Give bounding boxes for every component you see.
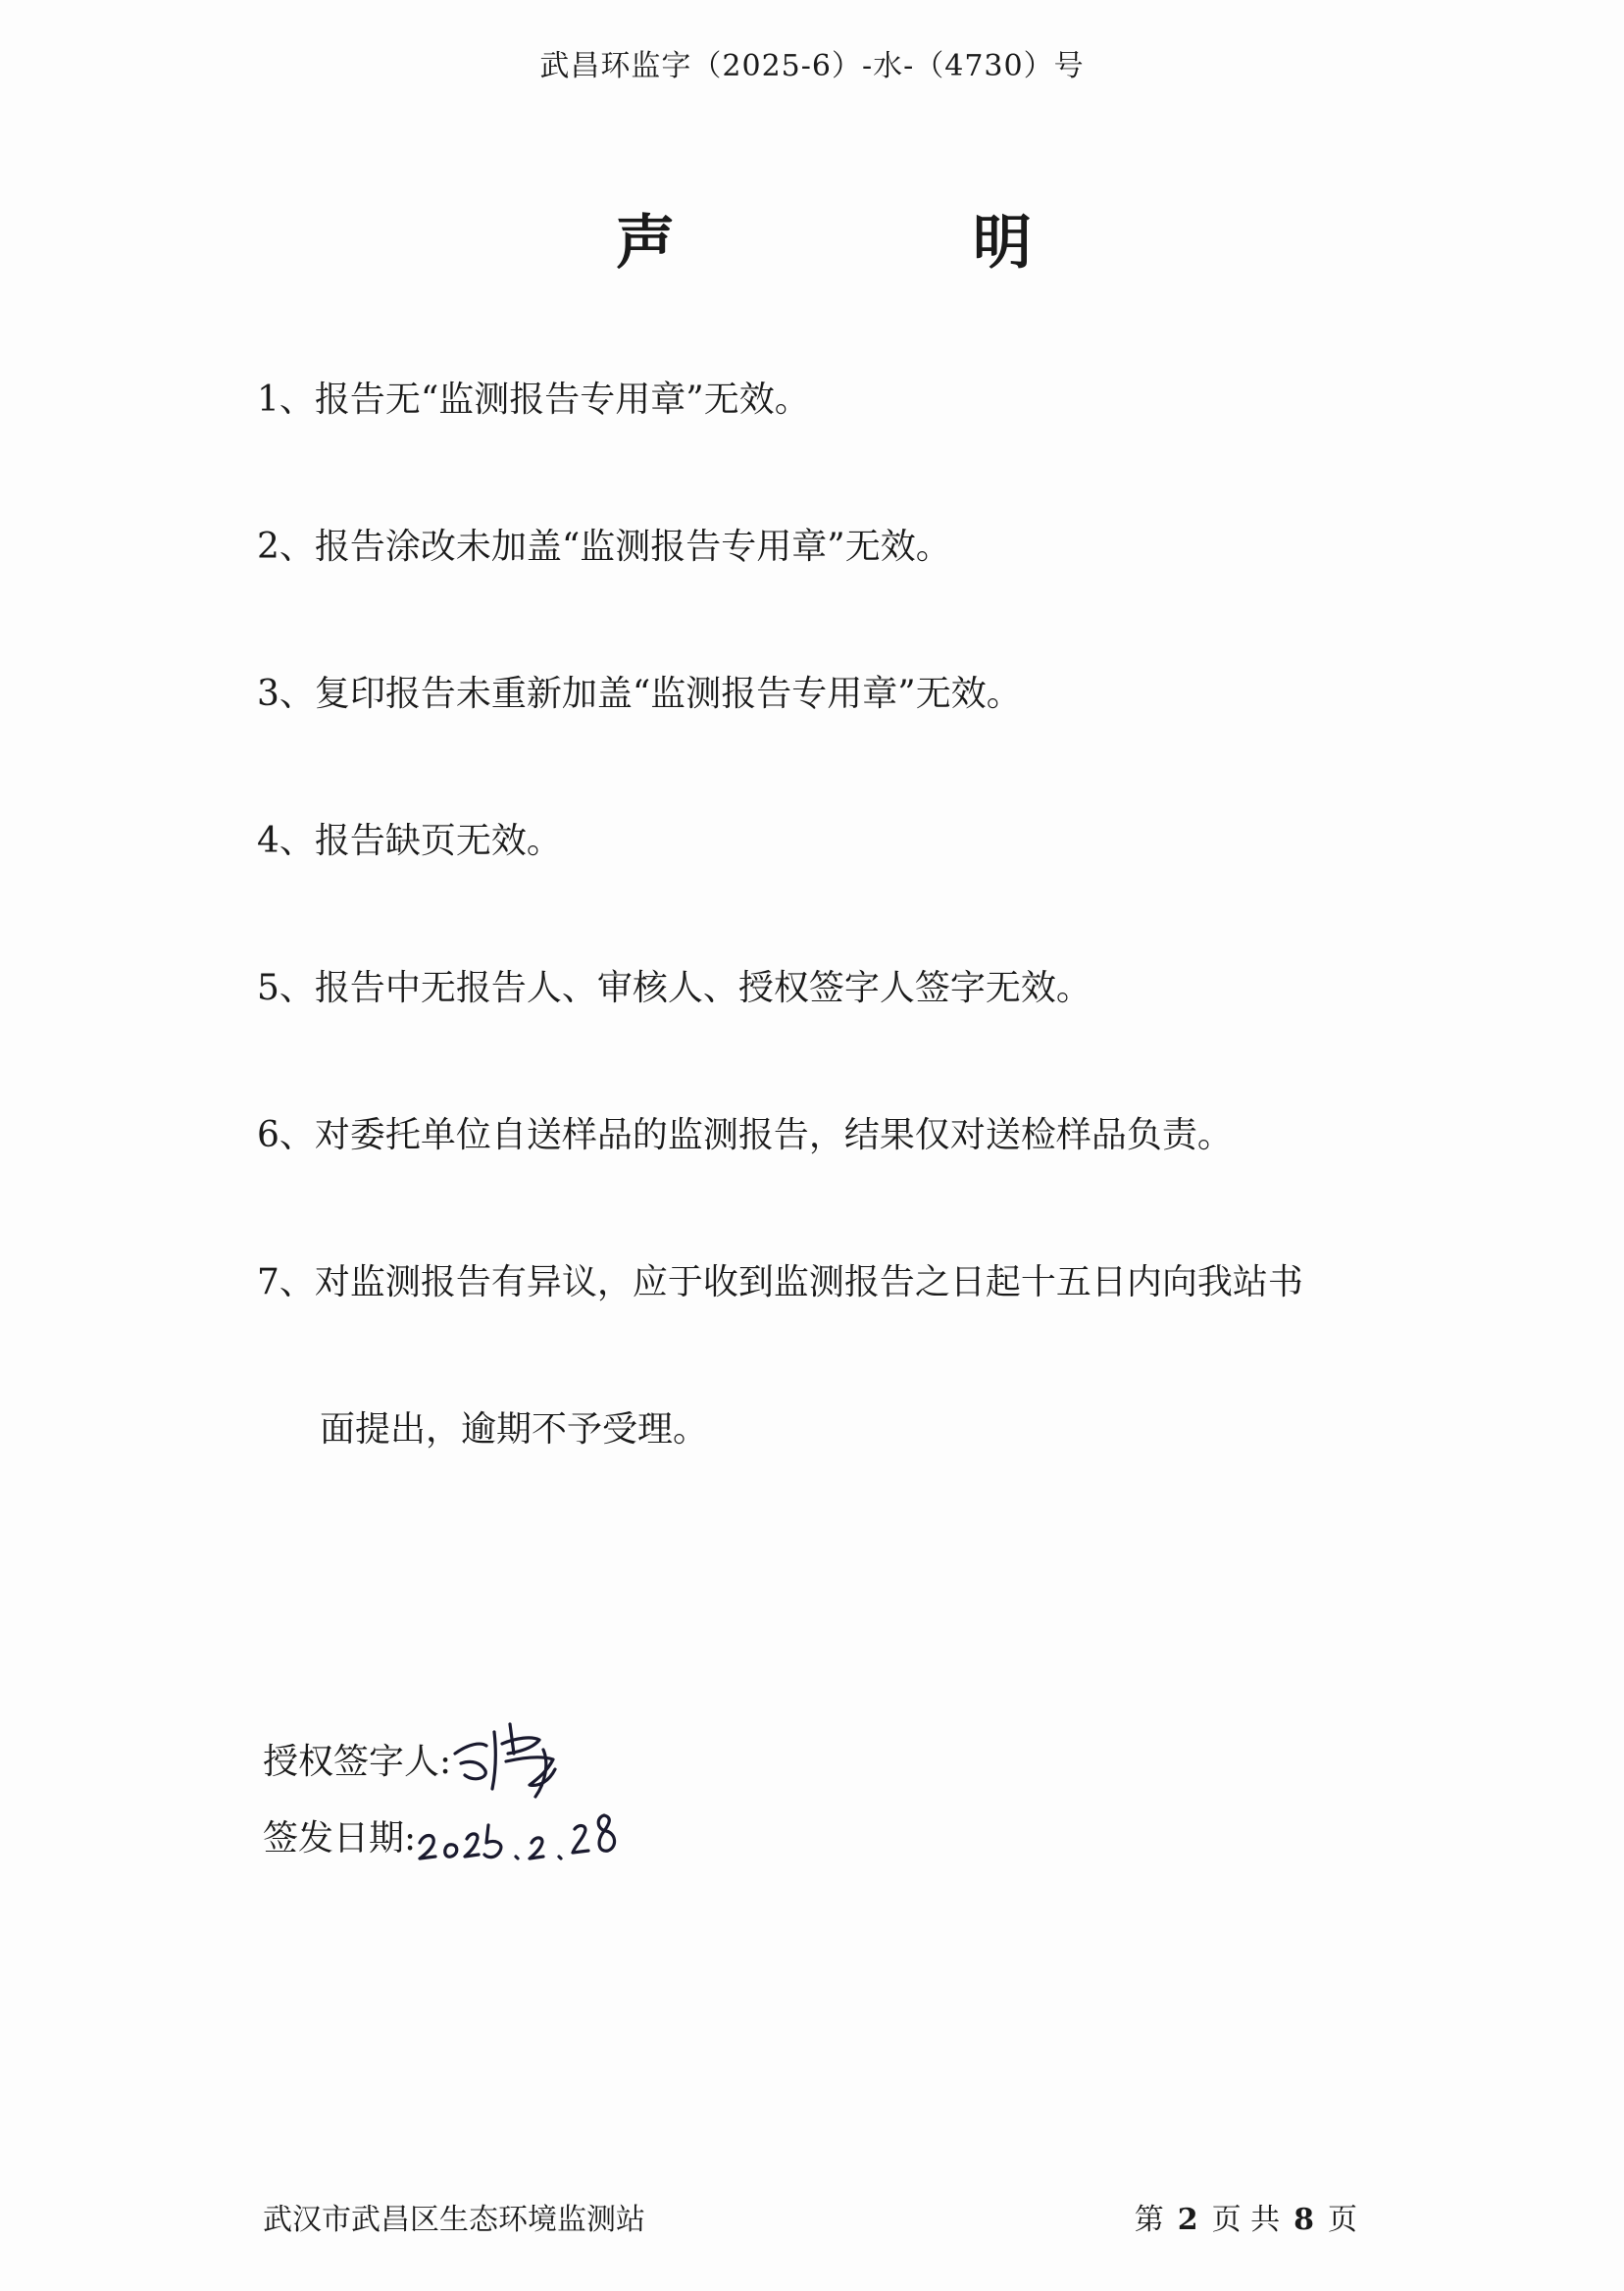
signature-block [263,1720,632,1873]
date-label: 签发日期: [263,1817,417,1858]
title-char-2: 明 [973,209,1032,278]
statement-number: 6、 [257,1115,315,1155]
statement-item-6 [257,1106,1434,1253]
statement-number: 7、 [257,1262,315,1302]
statement-item-4 [257,812,1434,959]
page-total: 8 [1294,2203,1314,2237]
statement-number: 5、 [257,968,315,1008]
statement-number: 2、 [257,527,315,567]
statement-item-5 [257,959,1434,1106]
page-prefix: 第 [1134,2203,1164,2237]
statement-text: 对监测报告有异议，应于收到监测报告之日起十五日内向我站书 [314,1262,1303,1302]
statement-item-3 [257,665,1434,812]
page-suffix: 页 [1328,2203,1357,2237]
signer-label: 授权签字人: [263,1741,452,1782]
title-char-1: 声 [616,209,675,278]
statement-text: 报告无“监测报告专用章”无效。 [314,380,810,420]
statement-number: 1、 [257,380,315,420]
statement-item-1 [257,371,1434,518]
report-number: 武昌环监字（2025-6）-水-（4730）号 [539,49,1085,83]
signer-row [263,1720,632,1797]
statement-item-7 [257,1253,1434,1400]
page-current: 2 [1177,2203,1198,2237]
statement-number: 3、 [257,674,315,714]
statement-item-2 [257,518,1434,665]
footer-organization: 武汉市武昌区生态环境监测站 [263,2203,645,2237]
footer-page-number [1135,2195,1357,2238]
statement-text: 报告中无报告人、审核人、授权签字人签字无效。 [314,968,1091,1008]
statement-list [257,371,1434,1400]
statement-7-continuation: 面提出，逾期不予受理。 [320,1409,709,1450]
handwritten-signature [451,1714,579,1803]
statement-text: 报告缺页无效。 [314,821,562,861]
date-row [263,1797,632,1873]
statement-text: 报告涂改未加盖“监测报告专用章”无效。 [314,527,951,567]
page-middle: 页 共 [1211,2203,1281,2237]
statement-text: 复印报告未重新加盖“监测报告专用章”无效。 [314,674,1022,714]
statement-text: 对委托单位自送样品的监测报告，结果仅对送检样品负责。 [314,1115,1233,1155]
statement-number: 4、 [257,821,315,861]
handwritten-date [416,1796,632,1874]
